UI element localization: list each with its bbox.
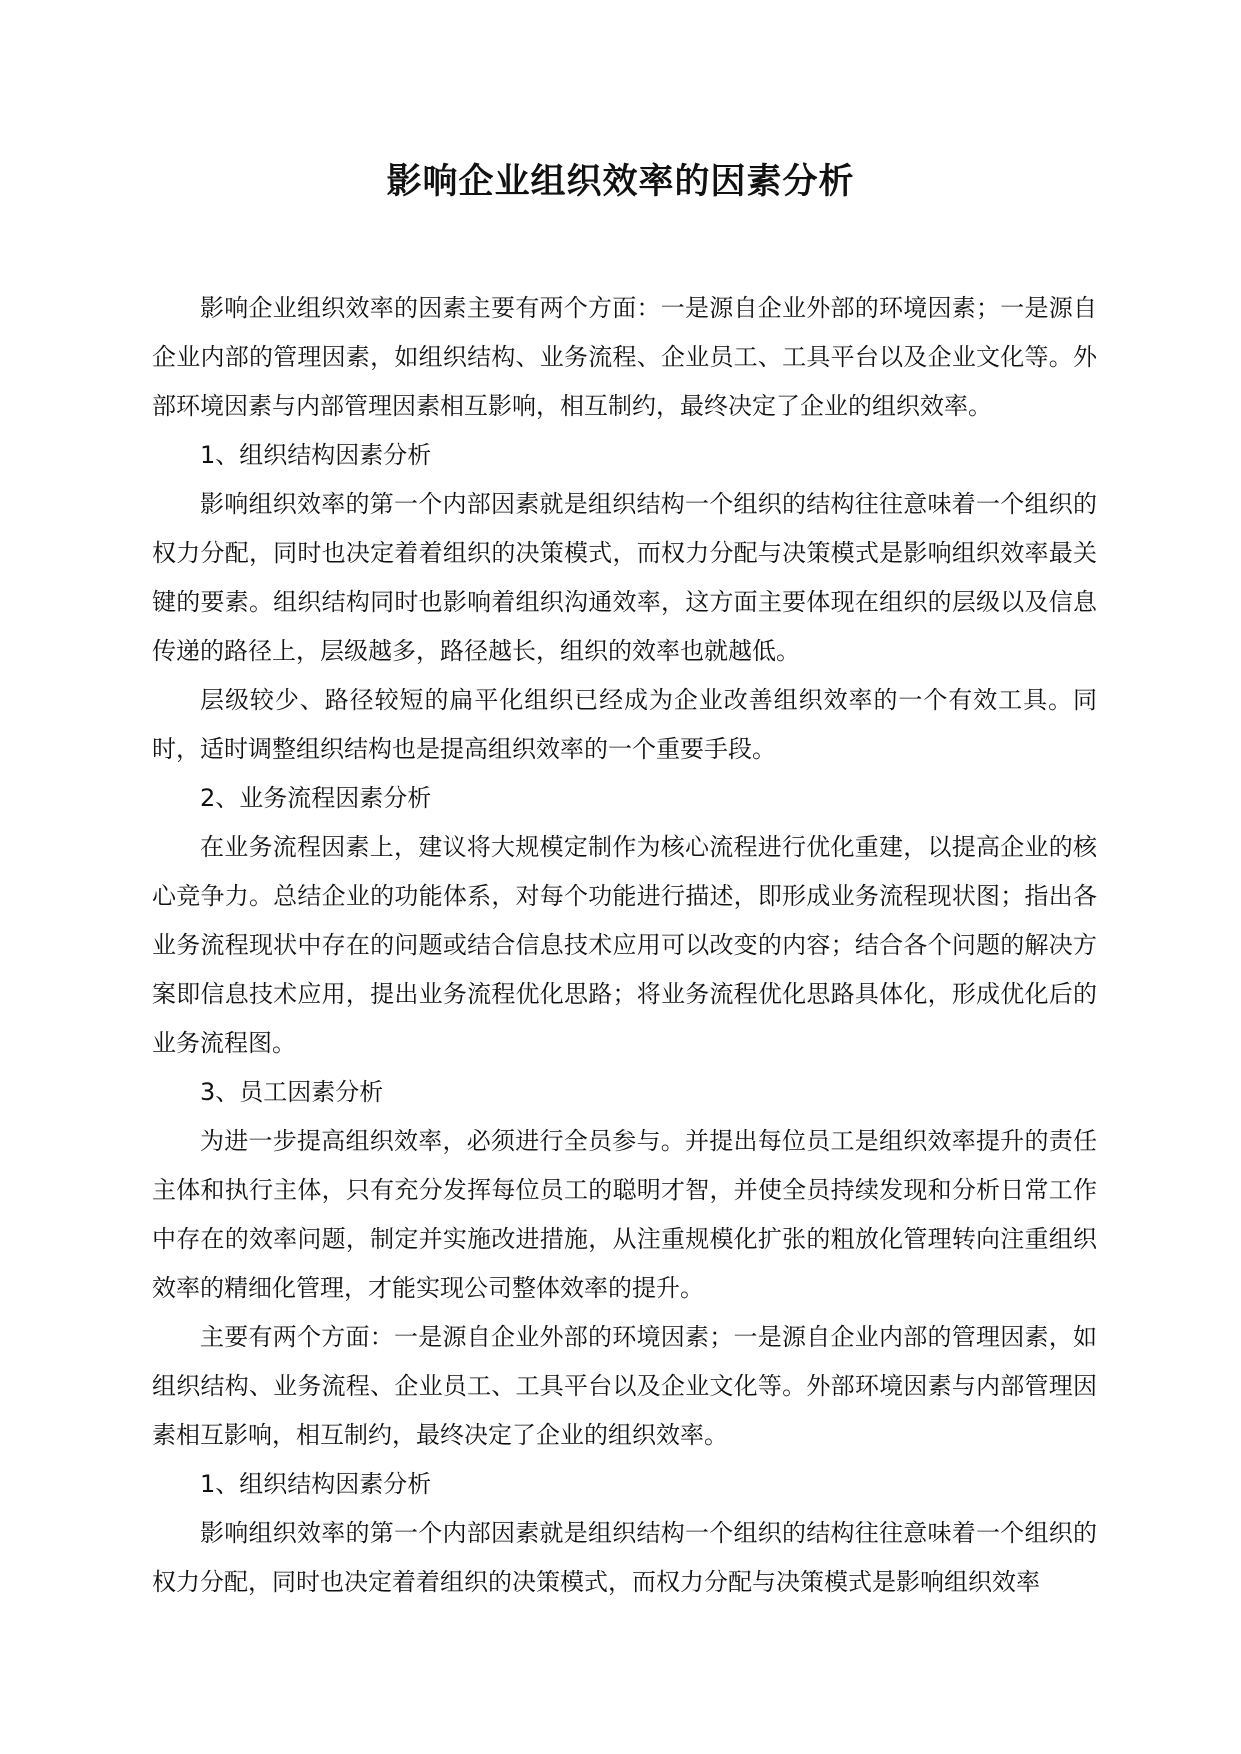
section-heading-org-structure-repeat: 1、组织结构因素分析 [200,1470,432,1498]
section-heading-business-process: 2、业务流程因素分析 [200,784,432,812]
section-heading-org-structure: 1、组织结构因素分析 [200,441,432,469]
paragraph-flat-organization: 层级较少、路径较短的扁平化组织已经成为企业改善组织效率的一个有效工具。同时，适时调整组织结构也是提高组织效率的一个重要手段。 [152,686,1097,763]
paragraph-employee: 为进一步提高组织效率，必须进行全员参与。并提出每位员工是组织效率提升的责任主体和执行主体，只有充分发挥每位员工的聪明才智，并使全员持续发现和分析日常工作中存在的效率问题，制定并实施改进措施，从注重规模化扩张的粗放化管理转向注重组织效率的精细化管理，才能实现公司整体效率的提升。 [152,1127,1097,1302]
paragraph-org-structure: 影响组织效率的第一个内部因素就是组织结构一个组织的结构往往意味着一个组织的权力分配，同时也决定着着组织的决策模式，而权力分配与决策模式是影响组织效率最关键的要素。组织结构同时也影响着组织沟通效率，这方面主要体现在组织的层级以及信息传递的路径上，层级越多，路径越长，组织的效率也就越低。 [152,490,1097,665]
paragraph-org-structure-repeat: 影响组织效率的第一个内部因素就是组织结构一个组织的结构往往意味着一个组织的权力分配，同时也决定着着组织的决策模式，而权力分配与决策模式是影响组织效率 [152,1519,1097,1596]
paragraph-business-process: 在业务流程因素上，建议将大规模定制作为核心流程进行优化重建，以提高企业的核心竞争力。总结企业的功能体系，对每个功能进行描述，即形成业务流程现状图；指出各业务流程现状中存在的问题或结合信息技术应用可以改变的内容；结合各个问题的解决方案即信息技术应用，提出业务流程优化思路；将业务流程优化思路具体化，形成优化后的业务流程图。 [152,833,1097,1057]
document-title: 影响企业组织效率的因素分析 [386,162,855,202]
paragraph-intro: 影响企业组织效率的因素主要有两个方面：一是源自企业外部的环境因素；一是源自企业内部的管理因素，如组织结构、业务流程、企业员工、工具平台以及企业文化等。外部环境因素与内部管理因素相互影响，相互制约，最终决定了企业的组织效率。 [152,294,1097,420]
document-body [152,284,1097,1607]
paragraph-two-aspects: 主要有两个方面：一是源自企业外部的环境因素；一是源自企业内部的管理因素，如组织结构、业务流程、企业员工、工具平台以及企业文化等。外部环境因素与内部管理因素相互影响，相互制约，最终决定了企业的组织效率。 [152,1323,1097,1449]
section-heading-employee: 3、员工因素分析 [200,1078,384,1106]
